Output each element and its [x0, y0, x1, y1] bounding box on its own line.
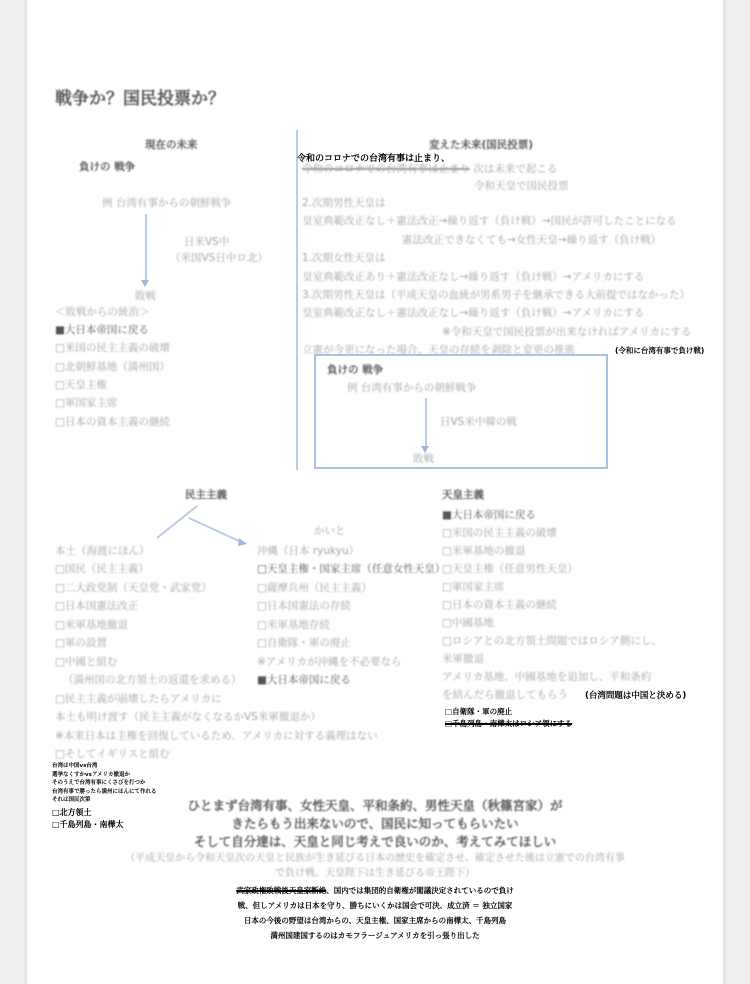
box-lose-war: 負けの 戦争 [327, 364, 384, 376]
bottom-line6-struck: 武家政権敗戦後天皇家断絶 [236, 886, 327, 895]
emperor-abolish: □自衛隊・軍の廃止 [445, 707, 513, 716]
left-lose-war: 負けの 戦争 [79, 161, 136, 173]
right-item-note: (令和に台湾有事で負け戦) [615, 346, 705, 355]
democracy-arrow-right [189, 518, 241, 542]
small-note: そのうえで台湾有事にくさびを打つか [52, 780, 146, 786]
right-item: 憲法改正できなくても→女性天皇→繰り返す（負け戦） [402, 233, 662, 246]
mainland-head: 本土（海渡にほん） [55, 545, 150, 557]
bottom-line4: （平成天皇から令和天皇次の天皇と民族が生き延びる日本の歴史を確定させ、確定させた後は立憲での台湾有事 [125, 853, 625, 864]
box-arrowhead [421, 446, 429, 453]
small-note: □千島列島・南樺太 [52, 820, 124, 829]
democracy-arrow-left [157, 506, 197, 538]
okinawa-item: □天皇主権・国家主席（任意女性天皇） [257, 563, 446, 575]
small-note: 台湾有事で勝ったら満州にほんにて作れる [52, 788, 157, 795]
okinawa-item: □米軍基地存続 [257, 618, 330, 631]
emperor-item: □中國基地 [442, 617, 494, 629]
okinawa-item: □自衛隊・軍の廃止 [257, 637, 351, 649]
right-heading: 変えた未来(国民投票) [429, 139, 534, 151]
mainland-item: □そしてイギリスと組む [55, 748, 170, 760]
democracy-heading: 民主主義 [185, 489, 227, 501]
emperor-item: □米国の民主主義の破壊 [442, 527, 557, 539]
right-line1-struck: 令和のコロナでの台湾有事は止まり [302, 163, 470, 175]
left-after: ＜敗戦からの統治＞ [55, 306, 150, 318]
bottom-line3: そして自分達は、天皇と同じ考えで良いのか、考えてみてほしい [193, 834, 557, 849]
emperor-item: □米軍基地の撤退 [442, 545, 526, 557]
left-vs1: 日米VS中 [184, 236, 230, 248]
mainland-item: （満州国の北方領土の返還を求める） [63, 674, 242, 686]
bottom-line5: で負け戦、天皇陛下は生き延びる帝王陛下） [275, 868, 475, 879]
left-item: □天皇主権 [55, 378, 107, 391]
emperor-item: ■大日本帝国に戻る [442, 509, 536, 521]
emperor-item: □ロシアとの北方領土問題ではロシア側にし、 [442, 635, 662, 647]
mainland-item: ※本来日本は主権を回復しているため、アメリカに対する義理はない [55, 729, 378, 742]
mainland-item: □軍の設置 [55, 637, 107, 649]
emperor-item: □軍国家主席 [442, 581, 505, 593]
emperor-taiwan-note: (台湾問題は中国と決める) [585, 691, 687, 701]
left-item: ■大日本帝国に戻る [55, 324, 149, 336]
right-item: 1.次期女性天皇は [302, 252, 386, 265]
bottom-line7: 戦、但しアメリカは日本を守り、勝ちにいくかは国会で可決、成立済 ＝ 独立国家 [237, 901, 513, 910]
bottom-line8: 日本の今後の野望は台湾からの、天皇主権、国家主席からの南樺太、千島列島 [243, 916, 507, 925]
mainland-item: □民主主義が崩壊したらアメリカに [55, 692, 222, 705]
left-vs2: （米国VS日中ロ北） [170, 252, 268, 264]
left-heading: 現在の未来 [145, 139, 198, 151]
okinawa-item: □日本国憲法の存続 [257, 600, 351, 612]
right-item: 皇室典範改正なし＋憲法改正なし→繰り返す（負け戦）→アメリカにする [302, 307, 645, 320]
small-note: □北方領土 [52, 808, 92, 817]
box-example: 例 台湾有事からの朝鮮戦争 [347, 382, 477, 394]
bottom-line6-rest: 、国内では集団的自衛権が閣議決定されているので負け [326, 886, 514, 895]
bottom-line9: 満州国建国するのはカモフラージュアメリカを引っ張り出した [270, 931, 480, 940]
mainland-item: □中國と組む [55, 655, 118, 668]
okinawa-item: □薩摩兵州（民主主義） [257, 581, 372, 594]
bottom-line2: きたらもう出来ないので、国民に知ってもらいたい [231, 816, 519, 831]
bottom-line6 [27, 884, 723, 898]
document-page [27, 0, 723, 984]
small-note: それは国民次第 [52, 797, 91, 803]
left-example: 例 台湾有事からの朝鮮戦争 [102, 197, 232, 209]
left-defeat: 敗戦 [135, 290, 156, 302]
right-item: ※令和天皇で国民投票が出来なければアメリカにする [442, 325, 692, 338]
okinawa-item: ■大日本帝国に戻る [257, 674, 351, 686]
okinawa-head: 沖縄（日本 ryukyu） [257, 545, 360, 557]
emperor-item: □天皇主権（任意男性天皇） [442, 563, 578, 575]
okinawa-label: かいと [314, 525, 346, 537]
mainland-item: □日本国憲法改正 [55, 600, 139, 612]
emperor-item: を結んだら撤退してもらう [442, 689, 568, 701]
right-line2: 令和天皇で国民投票 [474, 180, 569, 192]
emperor-chishima [445, 717, 572, 731]
left-item: □軍国家主席 [55, 397, 118, 410]
box-vs: 日VS米中韓の戦 [440, 416, 517, 428]
box-defeat: 敗戦 [413, 453, 434, 465]
right-item: 皇室典範改正なし＋憲法改正→繰り返す（負け戦）→国民が許可したことになる [302, 215, 677, 228]
mainland-item: 本土も明け渡す（民主主義がなくなるかVS米軍撤退か） [55, 711, 321, 723]
small-note: 台湾は中国vs台湾 [52, 763, 98, 769]
left-arrowhead [141, 280, 149, 287]
left-item: □米国の民主主義の破壊 [55, 342, 170, 355]
mainland-item: □米軍基地撤退 [55, 618, 128, 631]
okinawa-item: ※アメリカが沖縄を不必要なら [257, 655, 402, 668]
emperor-item: □日本の資本主義の継続 [442, 599, 557, 611]
emperor-heading: 天皇主義 [442, 489, 484, 501]
emperor-item: アメリカ基地、中國基地を追加し、平和条約 [442, 671, 652, 683]
bottom-line1: ひとまず台湾有事、女性天皇、平和条約、男性天皇（秋篠宮家）が [187, 798, 563, 813]
mainland-item: □国民（民主主義） [55, 563, 149, 575]
emperor-chishima-text: □千島列島・南樺太はロシア領にする [445, 719, 573, 728]
emperor-item: 米軍撤退 [442, 653, 484, 665]
right-item: 立憲が今更になった場合、天皇の存続を剥除と変更の推進 [302, 344, 575, 357]
right-note-top: 令和のコロナでの台湾有事は止まり、 [297, 154, 451, 164]
small-note: 選挙なくすかvsアメリカ撤退か [52, 771, 130, 778]
left-item: □北朝鮮基地（満州国） [55, 360, 170, 373]
democracy-arrowhead [238, 538, 247, 546]
right-item: 2.次期男性天皇は [302, 197, 386, 209]
right-item: 皇室典範改正あり＋憲法改正なし→繰り返す（負け戦）→アメリカにする [302, 270, 645, 283]
page-title: 戦争か？国民投票か？ [55, 89, 225, 109]
mainland-item: □二大政党制（天皇党・武家党） [55, 581, 212, 594]
right-line1-rest: 次は未来で起こる [473, 163, 558, 175]
left-item: □日本の資本主義の継続 [55, 415, 170, 428]
right-item: 3.次期男性天皇は（平成天皇の血統が男系男子を継承できる大前提ではなかった） [302, 289, 691, 301]
